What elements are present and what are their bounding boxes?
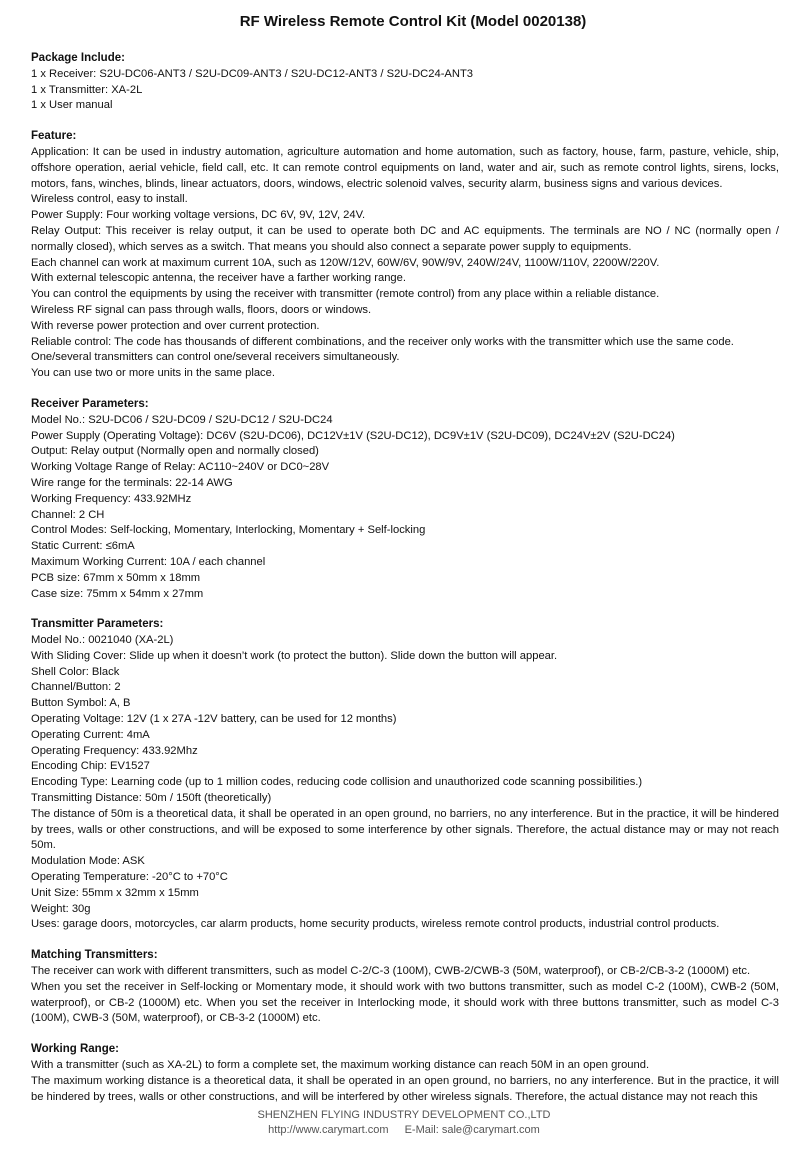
section-line: Encoding Type: Learning code (up to 1 million codes, reducing code collision and unauthorized code scanning possibilities.): [31, 776, 643, 789]
section-heading: Package Include:: [31, 52, 125, 64]
section-heading: Matching Transmitters:: [31, 949, 158, 962]
section-feature: [31, 129, 779, 382]
section-line: PCB size: 67mm x 50mm x 18mm: [31, 571, 201, 584]
section-line: Working Frequency: 433.92MHz: [31, 492, 192, 505]
section-line: You can control the equipments by using the receiver with transmitter (remote control) from any place within a reliable distance.: [31, 288, 660, 301]
section-line: Model No.: 0021040 (XA-2L): [31, 634, 174, 647]
section-receiver: [31, 397, 779, 602]
section-line: Transmitting Distance: 50m / 150ft (theoretically): [31, 792, 272, 805]
section-line: Static Current: ≤6mA: [31, 540, 135, 553]
document-body: [31, 51, 779, 1105]
section-line: Application: It can be used in industry automation, agriculture automation and home automation, such as factory, house, farm, pasture, vehicle, ship, offshore operation, aerial vehicle, field call, etc. It can remote control equipments on land, water and air, such as remote control lights, sirens, locks, motors, fans, winches, blinds, linear actuators, doors, windows, electric solenoid valves, security alarm, business signs and various devices.: [31, 145, 779, 190]
section-line: With reverse power protection and over current protection.: [31, 319, 320, 332]
section-line: Uses: garage doors, motorcycles, car alarm products, home security products, wireless remote control products, industrial control products.: [31, 918, 720, 931]
section-line: Wireless RF signal can pass through walls, floors, doors or windows.: [31, 303, 372, 316]
section-heading: Receiver Parameters:: [31, 397, 149, 410]
section-line: Channel: 2 CH: [31, 508, 105, 521]
section-line: Channel/Button: 2: [31, 681, 121, 694]
section-line: Operating Frequency: 433.92Mhz: [31, 744, 198, 757]
section-line: Relay Output: This receiver is relay output, it can be used to operate both DC and AC equipments. The terminals are NO / NC (normally open / normally closed), which serves as a switch. That means you should also connect a separate power supply to equipments.: [31, 224, 779, 253]
section-line: Button Symbol: A, B: [31, 697, 131, 710]
section-line: 1 x Receiver: S2U-DC06-ANT3 / S2U-DC09-ANT3 / S2U-DC12-ANT3 / S2U-DC24-ANT3: [31, 67, 474, 80]
document-title: RF Wireless Remote Control Kit (Model 0020138): [239, 13, 587, 30]
footer-company: SHENZHEN FLYING INDUSTRY DEVELOPMENT CO.,LTD: [257, 1109, 551, 1121]
section-line: Power Supply (Operating Voltage): DC6V (S2U-DC06), DC12V±1V (S2U-DC12), DC9V±1V (S2U-DC09), DC24V±2V (S2U-DC24): [31, 429, 675, 442]
section-package: [31, 51, 779, 114]
section-line: Operating Temperature: -20°C to +70°C: [31, 871, 228, 884]
section-line: Wire range for the terminals: 22-14 AWG: [31, 476, 233, 489]
section-line: The maximum working distance is a theoretical data, it shall be operated in an open ground, no barriers, no any interference. But in the practice, it will be hindered by trees, walls or other constructions, and will be interfered by other wireless signals. Therefore, the actual distance may not reach this: [31, 1074, 779, 1103]
section-line: Operating Current: 4mA: [31, 728, 150, 741]
section-line: 1 x User manual: [31, 99, 113, 112]
section-line: You can use two or more units in the same place.: [31, 367, 275, 380]
section-line: Reliable control: The code has thousands of different combinations, and the receiver only works with the transmitter which use the same code.: [31, 335, 734, 348]
section-line: The receiver can work with different transmitters, such as model C-2/C-3 (100M), CWB-2/CWB-3 (50M, waterproof), or CB-2/CB-3-2 (1000M) etc.: [31, 965, 751, 978]
section-line: Encoding Chip: EV1527: [31, 760, 150, 773]
section-line: The distance of 50m is a theoretical data, it shall be operated in an open ground, no barriers, no any interference. But in the practice, it will be hindered by trees, walls or other constructions, and will be exposed to some interference by other signals. Therefore, the actual distance may or may not reach 50m.: [31, 807, 779, 852]
section-line: Shell Color: Black: [31, 665, 120, 678]
section-line: Case size: 75mm x 54mm x 27mm: [31, 587, 204, 600]
section-line: 1 x Transmitter: XA-2L: [31, 83, 143, 96]
section-line: Maximum Working Current: 10A / each channel: [31, 555, 266, 568]
section-heading: Transmitter Parameters:: [31, 618, 164, 631]
section-line: Weight: 30g: [31, 902, 91, 915]
document-page: [31, 12, 779, 1120]
section-line: Wireless control, easy to install.: [31, 193, 188, 206]
section-line: Working Voltage Range of Relay: AC110~240V or DC0~28V: [31, 461, 330, 474]
section-line: Model No.: S2U-DC06 / S2U-DC09 / S2U-DC12 / S2U-DC24: [31, 413, 333, 426]
section-line: Output: Relay output (Normally open and normally closed): [31, 445, 319, 458]
section-line: With external telescopic antenna, the receiver have a farther working range.: [31, 272, 406, 285]
section-heading: Working Range:: [31, 1043, 119, 1056]
section-line: Unit Size: 55mm x 32mm x 15mm: [31, 886, 199, 899]
section-line: With a transmitter (such as XA-2L) to form a complete set, the maximum working distance can reach 50M in an open ground.: [31, 1059, 650, 1072]
section-line: Power Supply: Four working voltage versions, DC 6V, 9V, 12V, 24V.: [31, 209, 366, 222]
section-line: When you set the receiver in Self-locking or Momentary mode, it should work with two buttons transmitter, such as model C-2 (100M), CWB-2 (50M, waterproof), or CB-2 (1000M) etc. When you set the receiver in Interlocking mode, it should work with three buttons transmitter, such as model C-3 (100M), CWB-3 (50M, waterproof), or CB-3-2 (1000M) etc.: [31, 980, 779, 1025]
footer-website-link[interactable]: http://www.carymart.com: [268, 1124, 389, 1136]
footer-contact: [0, 1123, 808, 1138]
section-transmitter: [31, 617, 779, 933]
section-range: [31, 1042, 779, 1105]
section-line: With Sliding Cover: Slide up when it doesn’t work (to protect the button). Slide down the button will appear.: [31, 649, 558, 662]
section-heading: Feature:: [31, 130, 77, 143]
section-matching: [31, 948, 779, 1027]
section-line: Modulation Mode: ASK: [31, 855, 145, 868]
section-line: Control Modes: Self-locking, Momentary, Interlocking, Momentary + Self-locking: [31, 524, 426, 537]
section-line: One/several transmitters can control one/several receivers simultaneously.: [31, 351, 400, 364]
section-line: Operating Voltage: 12V (1 x 27A -12V battery, can be used for 12 months): [31, 713, 397, 726]
section-line: Each channel can work at maximum current 10A, such as 120W/12V, 60W/6V, 90W/9V, 240W/24V, 1100W/110V, 2200W/220V.: [31, 256, 660, 269]
page-footer: [0, 1108, 808, 1138]
footer-email-link[interactable]: E-Mail: sale@carymart.com: [404, 1124, 540, 1136]
